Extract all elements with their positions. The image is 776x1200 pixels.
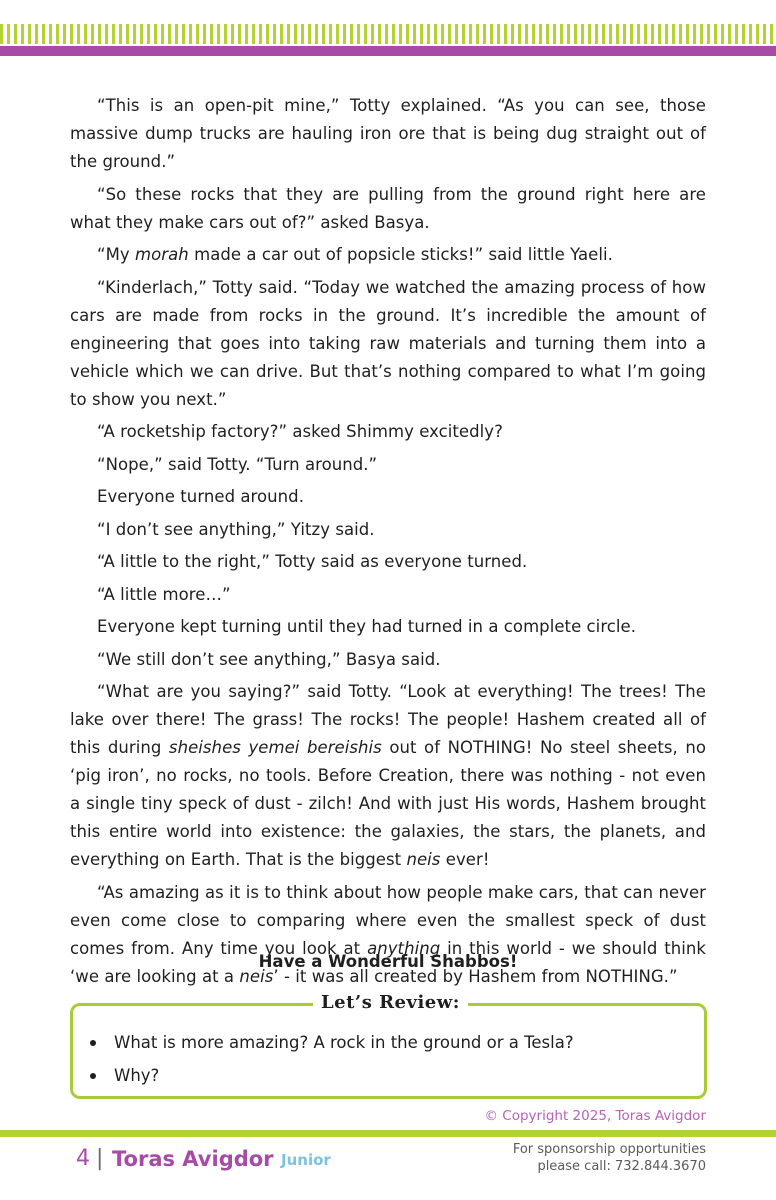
text-run: “Kinderlach,” Totty said. “Today we watched the amazing process of how cars are made from rocks in the ground. It’s incredible the amount of engineering that goes into taking raw materials and turning them into a vehicle which we can drive. But that’s nothing compared to what I’m going to show you next.”: [70, 277, 706, 409]
text-run: “I don’t see anything,” Yitzy said.: [97, 519, 375, 539]
top-decorative-ticks: [0, 24, 776, 44]
review-title: Let’s Review:: [313, 990, 468, 1016]
bullet-icon: [90, 1040, 96, 1046]
text-run: “As amazing as it is to think about how people make cars, that can never even come close to comparing where even the smallest speck of dust comes from. Any time you look at: [70, 882, 706, 958]
story-paragraph: [70, 613, 706, 641]
text-run: “A little more…”: [97, 584, 231, 604]
story-paragraph: [70, 274, 706, 414]
story-paragraph: [70, 92, 706, 176]
brand-logo-main: Toras Avigdor: [112, 1147, 274, 1171]
review-question-text: What is more amazing? A rock in the ground or a Tesla?: [114, 1033, 574, 1052]
text-run: made a car out of popsicle sticks!” said little Yaeli.: [188, 245, 613, 264]
text-run: “A rocketship factory?” asked Shimmy excitedly?: [97, 422, 503, 441]
text-run: Everyone kept turning until they had turned in a complete circle.: [97, 617, 637, 636]
text-run: “A little to the right,” Totty said as everyone turned.: [97, 552, 528, 571]
page-separator: |: [96, 1146, 104, 1171]
text-run: “So these rocks that they are pulling from the ground right here are what they make cars out of?” asked Basya.: [70, 184, 706, 232]
page-number: 4: [76, 1146, 90, 1171]
story-text: [70, 92, 706, 995]
text-run: in this world - we should think ‘we are looking at a: [70, 938, 707, 986]
italic-term: morah: [135, 245, 189, 264]
text-run: ’ - it was all created by Hashem from NOTHING.”: [273, 966, 678, 986]
top-accent-bar: [0, 46, 776, 56]
story-paragraph: [70, 646, 706, 674]
text-run: out of NOTHING! No steel sheets, no ‘pig iron’, no rocks, no tools. Before Creation, there was nothing - not even a single tiny speck of dust - zilch! And with just His words, Hashem brought this entire world into existence: the galaxies, the stars, the planets, and everything on Earth. That is the biggest: [70, 738, 706, 869]
story-paragraph: [70, 451, 706, 479]
story-paragraph: [70, 483, 706, 511]
bottom-accent-bar: [0, 1130, 776, 1137]
italic-term: neis: [406, 850, 441, 869]
italic-term: sheishes yemei bereishis: [168, 738, 382, 757]
text-run: ever!: [440, 850, 490, 869]
review-question-text: Why?: [114, 1066, 160, 1085]
bullet-icon: [90, 1073, 96, 1079]
italic-term: neis: [239, 966, 274, 986]
brand-logo-junior: Junior: [281, 1151, 331, 1169]
copyright-notice: © Copyright 2025, Toras Avigdor: [484, 1108, 706, 1124]
review-question: [86, 1059, 686, 1092]
text-run: “My: [97, 245, 135, 264]
sponsorship-phone: please call: 732.844.3670: [537, 1159, 706, 1174]
story-paragraph: [70, 581, 706, 609]
text-run: “We still don’t see anything,” Basya said.: [97, 649, 441, 669]
text-run: “What are you saying?” said Totty. “Look at everything! The trees! The lake over there! The grass! The rocks! The people! Hashem created all of this during: [70, 682, 706, 757]
story-paragraph: [70, 548, 706, 576]
review-list: [86, 1026, 686, 1092]
story-paragraph: [70, 516, 706, 544]
story-paragraph: [70, 181, 706, 237]
signoff-heading: Have a Wonderful Shabbos!: [258, 952, 518, 971]
italic-term: anything: [367, 938, 441, 958]
story-paragraph: [70, 241, 706, 269]
story-paragraph: [70, 418, 706, 446]
sponsorship-info: [513, 1141, 706, 1175]
text-run: “Nope,” said Totty. “Turn around.”: [97, 454, 378, 474]
text-run: Everyone turned around.: [97, 487, 304, 506]
text-run: “This is an open-pit mine,” Totty explained. “As you can see, those massive dump trucks are hauling iron ore that is being dug straight out of the ground.”: [70, 96, 706, 171]
review-question: [86, 1026, 686, 1059]
story-paragraph: [70, 678, 706, 874]
sponsorship-line: For sponsorship opportunities: [512, 1142, 706, 1157]
